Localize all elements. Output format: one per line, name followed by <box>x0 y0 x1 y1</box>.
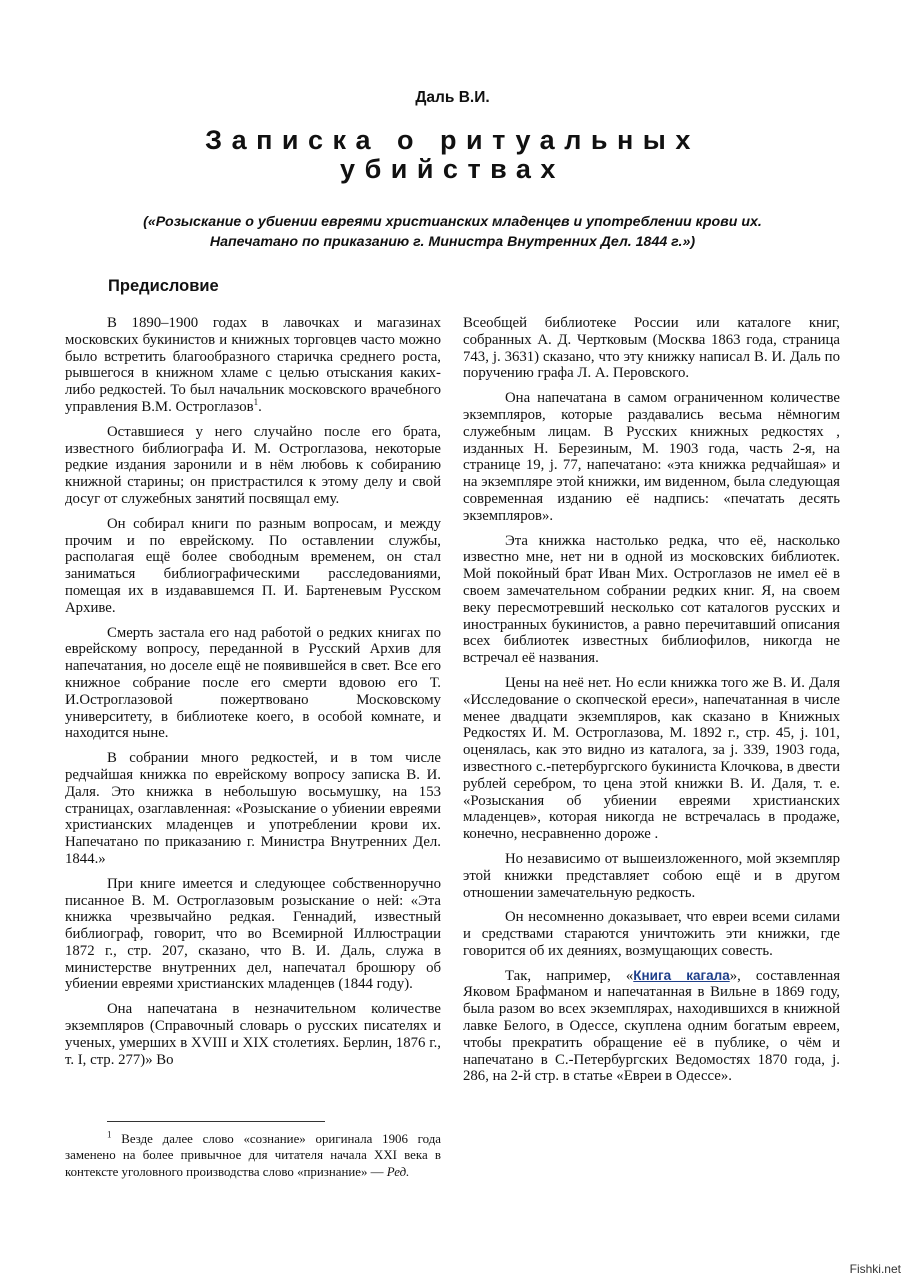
paragraph-text: Так, например, « <box>505 967 634 984</box>
paragraph: Но независимо от вышеизложенного, мой экземпляр этой книжки представляет собою ещё и в другом отношении замечательную редкость. <box>463 850 840 901</box>
paragraph <box>65 315 441 416</box>
paragraph-text-end: . <box>258 398 262 415</box>
footnote-marker: 1 <box>107 1129 112 1140</box>
footnote-divider <box>107 1121 325 1122</box>
author-name: Даль В.И. <box>415 89 490 106</box>
footnote-reference[interactable]: 1 <box>253 397 259 408</box>
paragraph: Она напечатана в незначительном количестве экземпляров (Справочный словарь о русских писателях и ученых, умерших в XVIII и XIX столетиях. Берлин, 1876 г., т. I, стр. 277)» Во <box>65 1001 441 1068</box>
left-column <box>65 315 441 1076</box>
paragraph-text-end: », составленная Яковом Брафманом и напечатанная в Вильне в 1869 году, была разом во всех экземплярах, находившихся в книжной лавке Белого, в Одессе, скуплена одним богатым евреем, чтобы прекратить обращение её в публике, о чём и напечатано в С.-Петербургских Ведомостях 1870 года, j. 286, на 2-й стр. в статье «Евреи в Одессе». <box>463 967 840 1085</box>
document-title <box>0 126 905 184</box>
title-line-1: Записка о ритуальных <box>205 125 700 155</box>
paragraph <box>463 968 840 1086</box>
footnote-body <box>65 1131 441 1180</box>
footnote <box>65 1131 441 1180</box>
paragraph: При книге имеется и следующее собственноручно писанное В. М. Остроглазовым розыскание о ней: «Эта книжка чрезвычайно редкая. Геннадий, известный библиограф, говорит, что во Всемирной Иллюстрации 1872 г., стр. 207, сказано, что В. И. Даль, служа в министерстве внутренних дел, напечатал брошюру об убиении евреями христианских младенцев (1844 году). <box>65 875 441 993</box>
paragraph: Она напечатана в самом ограниченном количестве экземпляров, которые раздавались весьма нёмногим служебным лицам. В Русских книжных редкостях , изданных Н. Березиным, М. 1903 года, часть 2-я, на странице 19, j. 77, напечатано: «эта книжка редчайшая» и на экземпляре этой книжки, им виденном, была следующая современная изданию её надпись: «печатать десять экземпляров». <box>463 390 840 524</box>
book-link-kniga-kagala[interactable]: Книга кагала <box>633 967 730 983</box>
paragraph-text: В 1890–1900 годах в лавочках и магазинах московских букинистов и книжных торговцев часто можно было встретить благообразного старичка среднего роста, рывшегося в книжном хламе с целью отыскания каких-либо редкостей. То был начальник московского врачебного управления В.М. Остроглазов <box>65 315 441 415</box>
subtitle-line-1: («Розыскание о убиении евреями христианских младенцев и употреблении крови их. <box>143 214 762 230</box>
paragraph: Эта книжка настолько редка, что её, насколько известно мне, нет ни в одной из московских библиотек. Мой покойный брат Иван Мих. Остроглазов не имел её в своем замечательном собрании редких книг. Я, на своем веку пересмотревший несколько сот каталогов русских и иностранных букинистов, а равно перечитавший описания всех библиотек известных библиофилов, никогда не встречал её названия. <box>463 532 840 667</box>
paragraph: Оставшиеся у него случайно после его брата, известного библиографа И. М. Остроглазова, некоторые редкие издания заронили и в нём любовь к собиранию книжной старины; он пристрастился к этому делу и свой досуг от служебных занятий посвящал ему. <box>65 423 441 507</box>
paragraph: Он несомненно доказывает, что евреи всеми силами и средствами стараются уничтожить эти книжки, где говорится об их деяниях, возмущающих совесть. <box>463 909 840 959</box>
paragraph: Смерть застала его над работой о редких книгах по еврейскому вопросу, переданной в Русский Архив для напечатания, но доселе ещё не появившейся в свет. Все его книжное собрание после его смерти вдовою его Т. И.Остроглазовой пожертвовано Московскому университету, в библиотеке коего, в особой комнате, и находится ныне. <box>65 624 441 742</box>
watermark: Fishki.net <box>849 1262 901 1276</box>
subtitle-line-2: Напечатано по приказанию г. Министра Внутренних Дел. 1844 г.») <box>209 234 696 250</box>
footnote-text: Везде далее слово «сознание» оригинала 1906 года заменено на более привычное для читателя начала XXI века в контексте уголовного производства слово «признание» — <box>65 1132 441 1179</box>
paragraph: Он собирал книги по разным вопросам, и между прочим и по еврейскому. По оставлении службы, располагая ещё более свободным временем, он стал заниматься библиографическими расследованиями, помещая их в издававшемся П. И. Бартеневым Русском Архиве. <box>65 515 441 616</box>
title-line-2: убийствах <box>340 154 565 184</box>
section-heading: Предисловие <box>108 277 219 295</box>
paragraph: Цены на неё нет. Но если книжка того же В. И. Даля «Исследование о скопческой ереси», напечатанная в числе менее двадцати экземпляров, как сказано в Книжных Редкостях И. М. Остроглазова, М. 1892 г., стр. 45, j. 101, оценялась, как это видно из каталога, за j. 339, 1903 года, известного с.-петербургского букиниста Клочкова, в двести рублей серебром, то цена этой книжки В. И. Даля, т. е. «Розыскания об убиении евреями христианских младенцев», которая никогда не встречалась в продаже, конечно, несравненно дороже . <box>463 674 840 843</box>
right-column <box>463 315 840 1093</box>
paragraph-continuation: Всеобщей библиотеке России или каталоге книг, собранных А. Д. Чертковым (Москва 1863 года, страница 743, j. 3631) сказано, что эту книжку написал В. И. Даль по поручению графа Л. А. Перовского. <box>463 315 840 382</box>
paragraph: В собрании много редкостей, и в том числе редчайшая книжка по еврейскому вопросу записка В. И. Даля. Это книжка в небольшую восьмушку, на 153 страницах, озаглавленная: «Розыскание о убиении евреями христианских младенцев и употреблении крови их. Напечатано по приказанию г. Министра Внутренних Дел. 1844.» <box>65 750 441 867</box>
footnote-editor-note: Ред. <box>386 1164 410 1179</box>
document-subtitle <box>0 212 905 252</box>
